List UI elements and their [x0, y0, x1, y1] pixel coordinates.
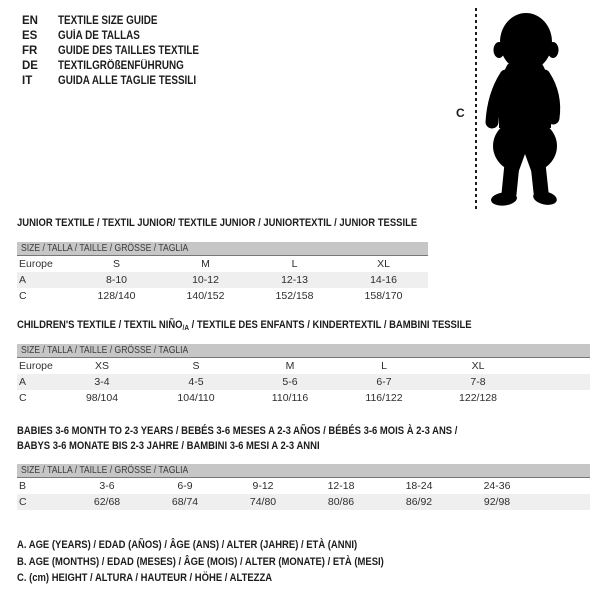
value-cell: 3-4 — [55, 374, 149, 390]
value-cell: 10-12 — [161, 272, 250, 288]
height-measure-label: C — [456, 106, 465, 120]
note-age-years: A. AGE (YEARS) / EDAD (AÑOS) / ÂGE (ANS) / ALTER (JAHRE) / ETÀ (ANNI) — [17, 539, 358, 551]
table-row-height — [17, 494, 590, 510]
language-item-es — [22, 28, 222, 43]
value-cell: 9-12 — [252, 480, 274, 492]
spacer-cell — [525, 390, 590, 406]
table-row-height — [17, 390, 590, 406]
size-header-cell — [17, 464, 590, 478]
value-cell: 74/80 — [224, 494, 302, 510]
value-cell: 92/98 — [458, 494, 536, 510]
language-label: GUIDE DES TAILLES TEXTILE — [58, 44, 200, 57]
size-cell: S — [192, 360, 200, 372]
junior-table-title: JUNIOR TEXTILE / TEXTIL JUNIOR/ TEXTILE JUNIOR / JUNIORTEXTIL / JUNIOR TESSILE — [17, 217, 418, 229]
value-cell: 24-36 — [483, 480, 511, 492]
table-row-months — [17, 478, 590, 495]
size-cell: M — [201, 258, 210, 270]
size-header-row — [17, 242, 428, 256]
value-cell: 3-6 — [99, 480, 115, 492]
row-label: A — [17, 272, 72, 288]
language-item-it — [22, 73, 222, 88]
spacer-cell — [536, 478, 590, 495]
value-cell: 7-8 — [431, 374, 525, 390]
size-header-cell — [17, 344, 590, 358]
language-item-en — [22, 13, 222, 28]
table-row-height — [17, 288, 428, 304]
size-header-text: SIZE / TALLA / TAILLE / GRÖSSE / TAGLIA — [21, 345, 189, 356]
value-cell: 86/92 — [380, 494, 458, 510]
value-cell: 128/140 — [97, 290, 136, 302]
row-label: Europe — [19, 360, 53, 372]
value-cell: 116/122 — [365, 392, 403, 404]
value-cell: 12-18 — [327, 480, 355, 492]
row-label: B — [19, 480, 27, 492]
size-header-text: SIZE / TALLA / TAILLE / GRÖSSE / TAGLIA — [21, 243, 189, 254]
size-header-cell — [17, 242, 428, 256]
value-cell: 62/68 — [68, 494, 146, 510]
language-code: ES — [22, 29, 38, 42]
language-label: GUÍA DE TALLAS — [58, 29, 140, 42]
size-header-text: SIZE / TALLA / TAILLE / GRÖSSE / TAGLIA — [21, 465, 189, 476]
value-cell: 80/86 — [302, 494, 380, 510]
language-label: GUIDA ALLE TAGLIE TESSILI — [58, 74, 197, 87]
babies-size-table — [17, 464, 590, 510]
value-cell: 104/110 — [177, 392, 215, 404]
children-table-title — [17, 319, 472, 332]
value-cell: 18-24 — [405, 480, 433, 492]
language-code: DE — [22, 59, 38, 72]
value-cell: 6-9 — [177, 480, 193, 492]
language-item-de — [22, 58, 222, 73]
spacer-cell — [536, 494, 590, 510]
children-size-table — [17, 344, 590, 406]
note-age-months: B. AGE (MONTHS) / EDAD (MESES) / ÂGE (MOIS) / ALTER (MONATE) / ETÀ (MESI) — [17, 555, 384, 568]
value-cell: 12-13 — [250, 272, 339, 288]
babies-title-line1: BABIES 3-6 MONTH TO 2-3 YEARS / BEBÉS 3-6 MESES A 2-3 AÑOS / BÉBÉS 3-6 MOIS À 2-3 ANS / — [17, 425, 458, 437]
value-cell: 8-10 — [72, 272, 161, 288]
value-cell: 5-6 — [243, 374, 337, 390]
note-height-cm: C. (cm) HEIGHT / ALTURA / HAUTEUR / HÖHE / ALTEZZA — [17, 572, 273, 584]
height-dashed-line — [475, 8, 477, 210]
language-code: IT — [22, 74, 33, 87]
title-text: / TEXTILE DES ENFANTS / KINDERTEXTIL / BAMBINI TESSILE — [188, 319, 472, 331]
babies-title-line2: BABYS 3-6 MONATE BIS 2-3 JAHRE / BAMBINI 3-6 MESI A 2-3 ANNI — [17, 440, 320, 452]
table-row-age — [17, 374, 590, 390]
babies-table-title — [17, 424, 457, 454]
value-cell: 140/152 — [186, 290, 225, 302]
value-cell: 122/128 — [459, 392, 497, 404]
value-cell: 6-7 — [337, 374, 431, 390]
row-label: Europe — [19, 258, 53, 270]
size-header-row — [17, 344, 590, 358]
language-label: TEXTILE SIZE GUIDE — [58, 14, 158, 27]
value-cell: 158/170 — [364, 290, 403, 302]
spacer-cell — [525, 374, 590, 390]
language-code: FR — [22, 44, 38, 57]
title-subscript: /A — [182, 323, 189, 332]
value-cell: 68/74 — [146, 494, 224, 510]
value-cell: 98/104 — [85, 392, 119, 404]
row-label: C — [19, 392, 27, 404]
legend-notes — [17, 537, 384, 587]
size-cell: L — [381, 360, 387, 372]
size-cell: XL — [471, 360, 485, 372]
table-row-europe — [17, 358, 590, 375]
row-label: A — [17, 374, 55, 390]
value-cell: 152/158 — [275, 290, 314, 302]
size-cell: XS — [94, 360, 109, 372]
spacer-cell — [525, 358, 590, 375]
language-list — [22, 13, 222, 88]
size-cell: L — [291, 258, 298, 270]
size-cell: S — [112, 258, 120, 270]
title-text: CHILDREN'S TEXTILE / TEXTIL NIÑO — [17, 319, 183, 331]
value-cell: 14-16 — [339, 272, 428, 288]
table-row-age — [17, 272, 428, 288]
language-label: TEXTILGRÖßENFÜHRUNG — [58, 59, 184, 72]
baby-silhouette — [482, 6, 568, 208]
size-header-row — [17, 464, 590, 478]
junior-size-table — [17, 242, 428, 304]
row-label: C — [19, 290, 27, 302]
value-cell: 110/116 — [271, 392, 309, 404]
row-label: C — [17, 494, 68, 510]
language-code: EN — [22, 14, 38, 27]
value-cell: 4-5 — [149, 374, 243, 390]
table-row-europe — [17, 256, 428, 273]
size-cell: M — [285, 360, 295, 372]
size-cell: XL — [377, 258, 390, 270]
language-item-fr — [22, 43, 222, 58]
